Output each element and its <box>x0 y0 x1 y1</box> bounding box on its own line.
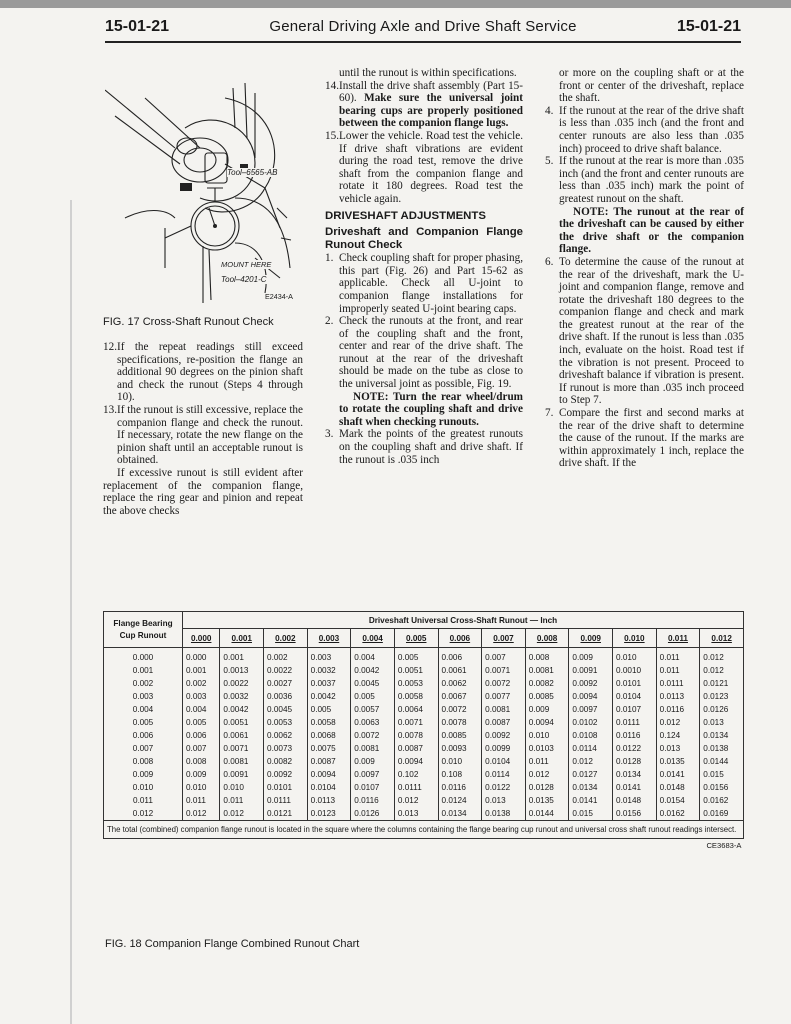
item-text-bold: Make sure the universal joint bearing cups are properly positioned between the companion flange lugs. <box>339 92 523 130</box>
column-header: 0.010 <box>613 629 657 648</box>
table-cell: 0.0144 <box>700 755 744 768</box>
table-cell: 0.004 <box>351 648 395 665</box>
table-cell: 0.0113 <box>307 794 351 807</box>
table-cell: 0.0062 <box>264 729 308 742</box>
table-cell: 0.0116 <box>351 794 395 807</box>
row-label: 0.004 <box>104 703 183 716</box>
table-cell: 0.012 <box>394 794 438 807</box>
table-cell: 0.002 <box>264 648 308 665</box>
subsection-heading: Driveshaft and Companion Flange Runout Check <box>325 226 523 252</box>
item-number: 1. <box>325 252 334 265</box>
item-number: 4. <box>545 104 554 117</box>
table-cell: 0.009 <box>525 703 569 716</box>
table-cell: 0.0107 <box>613 703 657 716</box>
table-cell: 0.0114 <box>482 768 526 781</box>
table-cell: 0.013 <box>700 716 744 729</box>
table-cell: 0.0075 <box>307 742 351 755</box>
table-row <box>104 648 744 665</box>
table-cell: 0.0093 <box>438 742 482 755</box>
section-heading: DRIVESHAFT ADJUSTMENTS <box>325 209 486 222</box>
chart-code: CE3683-A <box>706 841 742 850</box>
table-cell: 0.0103 <box>525 742 569 755</box>
row-label: 0.001 <box>104 664 183 677</box>
table-cell: 0.0078 <box>438 716 482 729</box>
table-cell: 0.011 <box>220 794 264 807</box>
table-cell: 0.006 <box>183 729 220 742</box>
table-cell: 0.013 <box>394 807 438 821</box>
table-cell: 0.0104 <box>613 690 657 703</box>
table-cell: 0.0010 <box>613 664 657 677</box>
table-cell: 0.0081 <box>482 703 526 716</box>
table-cell: 0.0073 <box>264 742 308 755</box>
table-row <box>104 781 744 794</box>
table-cell: 0.0058 <box>394 690 438 703</box>
tool-label-6565: Tool–6565-AB <box>227 168 278 177</box>
table-cell: 0.0042 <box>220 703 264 716</box>
list-item <box>545 407 744 470</box>
row-label: 0.000 <box>104 648 183 665</box>
table-cell: 0.0141 <box>569 794 613 807</box>
table-cell: 0.0061 <box>220 729 264 742</box>
row-label: 0.012 <box>104 807 183 821</box>
table-cell: 0.0068 <box>307 729 351 742</box>
list-item <box>325 315 523 391</box>
list-item <box>325 130 523 206</box>
column-header: 0.000 <box>183 629 220 648</box>
table-cell: 0.0064 <box>394 703 438 716</box>
table-cell: 0.0063 <box>351 716 395 729</box>
table-cell: 0.0092 <box>264 768 308 781</box>
row-header: Flange Bearing Cup Runout <box>104 612 183 648</box>
table-cell: 0.0116 <box>438 781 482 794</box>
table-cell: 0.010 <box>220 781 264 794</box>
runout-chart <box>103 611 744 857</box>
table-cell: 0.0144 <box>525 807 569 821</box>
column-header-row <box>104 629 744 648</box>
table-cell: 0.0127 <box>569 768 613 781</box>
item-text: Lower the vehicle. Road test the vehicle. If drive shaft vibrations are evident during the road test, remove the drive shaft from the companion flange and rotate it 180 degrees. Road test the vehicle again. <box>339 129 523 205</box>
table-cell: 0.0087 <box>394 742 438 755</box>
table-cell: 0.0122 <box>482 781 526 794</box>
table-cell: 0.0091 <box>220 768 264 781</box>
table-cell: 0.0113 <box>656 690 700 703</box>
table-cell: 0.003 <box>183 690 220 703</box>
table-cell: 0.0138 <box>700 742 744 755</box>
table-cell: 0.002 <box>183 677 220 690</box>
table-cell: 0.0067 <box>438 690 482 703</box>
table-cell: 0.010 <box>438 755 482 768</box>
table-cell: 0.010 <box>183 781 220 794</box>
item-text: Check the runouts at the front, and rear of the coupling shaft and the front, center and rear of the drive shaft. The runout at the rear of the driveshaft should be made on the tube as close to the universal joint as possible, Fig. 19. <box>339 315 523 391</box>
text-column-1 <box>103 341 303 517</box>
table-cell: 0.0058 <box>307 716 351 729</box>
table-cell: 0.0114 <box>569 742 613 755</box>
row-label: 0.011 <box>104 794 183 807</box>
table-row <box>104 794 744 807</box>
table-cell: 0.0116 <box>613 729 657 742</box>
table-cell: 0.0077 <box>482 690 526 703</box>
row-label: 0.008 <box>104 755 183 768</box>
table-cell: 0.0094 <box>307 768 351 781</box>
section-title: General Driving Axle and Drive Shaft Service <box>269 18 577 35</box>
table-cell: 0.0135 <box>525 794 569 807</box>
table-cell: 0.0111 <box>394 781 438 794</box>
column-header: 0.003 <box>307 629 351 648</box>
row-label: 0.007 <box>104 742 183 755</box>
table-cell: 0.0128 <box>525 781 569 794</box>
table-cell: 0.0072 <box>482 677 526 690</box>
paragraph: If excessive runout is still evident after replacement of the companion flange, replace the ring gear and pinion and repeat the above checks <box>103 466 303 517</box>
table-cell: 0.124 <box>656 729 700 742</box>
table-cell: 0.102 <box>394 768 438 781</box>
table-cell: 0.0094 <box>569 690 613 703</box>
table-cell: 0.0134 <box>700 729 744 742</box>
table-cell: 0.0078 <box>394 729 438 742</box>
table-cell: 0.0156 <box>613 807 657 821</box>
table-cell: 0.005 <box>351 690 395 703</box>
table-cell: 0.0121 <box>264 807 308 821</box>
table-row <box>104 807 744 821</box>
table-cell: 0.0081 <box>220 755 264 768</box>
table-cell: 0.008 <box>525 648 569 665</box>
chart-note: The total (combined) companion flange runout is located in the square where the columns containing the flange bearing cup runout and universal cross shaft runout readings intersect. <box>104 821 744 839</box>
list-item <box>545 155 744 205</box>
table-cell: 0.0057 <box>351 703 395 716</box>
table-cell: 0.011 <box>656 648 700 665</box>
column-header: 0.007 <box>482 629 526 648</box>
scan-margin-line <box>70 200 72 1024</box>
text-column-2 <box>325 67 523 466</box>
table-cell: 0.007 <box>183 742 220 755</box>
table-row <box>104 664 744 677</box>
table-cell: 0.0111 <box>656 677 700 690</box>
table-cell: 0.0081 <box>351 742 395 755</box>
item-number: 5. <box>545 155 554 168</box>
list-item <box>103 404 303 467</box>
table-cell: 0.004 <box>183 703 220 716</box>
table-cell: 0.0087 <box>307 755 351 768</box>
figure-code: E2434-A <box>265 292 293 301</box>
item-number: 15. <box>325 129 339 142</box>
table-cell: 0.0162 <box>700 794 744 807</box>
list-item <box>545 105 744 155</box>
table-cell: 0.012 <box>700 664 744 677</box>
table-cell: 0.0126 <box>351 807 395 821</box>
table-cell: 0.012 <box>525 768 569 781</box>
table-cell: 0.0148 <box>656 781 700 794</box>
table-cell: 0.010 <box>613 648 657 665</box>
item-number: 2. <box>325 315 334 328</box>
table-cell: 0.0071 <box>394 716 438 729</box>
text-column-3 <box>545 67 744 470</box>
item-text: If the runout at the rear of the drive shaft is less than .035 inch (and the front and center runouts are also less than .035 inch) proceed to drive shaft balance. <box>559 104 744 155</box>
table-cell: 0.0111 <box>264 794 308 807</box>
table-cell: 0.0122 <box>613 742 657 755</box>
table-cell: 0.0037 <box>307 677 351 690</box>
item-text: If the repeat readings still exceed specifications, re-position the flange an additional 90 degrees on the pinion shaft and check the runout (Steps 4 through 10). <box>117 341 303 404</box>
table-cell: 0.0036 <box>264 690 308 703</box>
table-cell: 0.0102 <box>569 716 613 729</box>
table-cell: 0.0141 <box>613 781 657 794</box>
table-cell: 0.0169 <box>700 807 744 821</box>
paragraph: until the runout is within specifications. <box>339 67 517 79</box>
table-cell: 0.011 <box>656 664 700 677</box>
table-cell: 0.015 <box>569 807 613 821</box>
item-text: Install the drive shaft assembly (Part 15-60). <box>339 79 523 105</box>
table-cell: 0.0051 <box>220 716 264 729</box>
table-cell: 0.0013 <box>220 664 264 677</box>
column-header: 0.008 <box>525 629 569 648</box>
paragraph: or more on the coupling shaft or at the front or center of the driveshaft, replace the shaft. <box>559 67 744 105</box>
mount-here-label: MOUNT HERE <box>221 260 272 269</box>
column-header: 0.005 <box>394 629 438 648</box>
table-cell: 0.0085 <box>438 729 482 742</box>
table-cell: 0.0101 <box>264 781 308 794</box>
figure-17-illustration <box>105 68 305 308</box>
table-cell: 0.0042 <box>351 664 395 677</box>
table-cell: 0.0104 <box>307 781 351 794</box>
column-header: 0.012 <box>700 629 744 648</box>
table-cell: 0.0081 <box>525 664 569 677</box>
table-cell: 0.009 <box>569 648 613 665</box>
table-cell: 0.0107 <box>351 781 395 794</box>
table-cell: 0.0162 <box>656 807 700 821</box>
table-cell: 0.0032 <box>307 664 351 677</box>
list-item <box>103 341 303 404</box>
page-number-left: 15-01-21 <box>105 18 170 35</box>
item-text: If the runout at the rear is more than .035 inch (and the front and center runouts are less than .035 inch) mark the point of greatest runout on the shaft. <box>559 155 744 205</box>
item-number: 12. <box>103 341 117 353</box>
table-cell: 0.0094 <box>525 716 569 729</box>
item-number: 14. <box>325 79 339 92</box>
figure-17-caption: FIG. 17 Cross-Shaft Runout Check <box>103 316 274 328</box>
item-number: 6. <box>545 255 554 268</box>
column-header: 0.004 <box>351 629 395 648</box>
table-cell: 0.006 <box>438 648 482 665</box>
item-text: If the runout is still excessive, replace the companion flange and check the runout. If necessary, rotate the new flange on the pinion shaft until an acceptable runout is obtained. <box>117 403 303 467</box>
table-cell: 0.012 <box>656 716 700 729</box>
table-cell: 0.0134 <box>613 768 657 781</box>
table-cell: 0.008 <box>183 755 220 768</box>
table-cell: 0.0138 <box>482 807 526 821</box>
table-cell: 0.0099 <box>482 742 526 755</box>
column-header: 0.009 <box>569 629 613 648</box>
table-cell: 0.009 <box>183 768 220 781</box>
table-cell: 0.0085 <box>525 690 569 703</box>
table-cell: 0.0082 <box>264 755 308 768</box>
column-header: 0.001 <box>220 629 264 648</box>
runout-table <box>103 611 744 852</box>
table-row <box>104 677 744 690</box>
item-text: Check coupling shaft for proper phasing, this part (Fig. 26) and Part 15-62 as applicable. Check all U-joint to companion flange installations for improperly seated U-joint bearing caps. <box>339 252 523 315</box>
table-cell: 0.0061 <box>438 664 482 677</box>
table-cell: 0.0097 <box>569 703 613 716</box>
table-cell: 0.012 <box>700 648 744 665</box>
table-cell: 0.0156 <box>700 781 744 794</box>
list-item <box>325 428 523 466</box>
row-label: 0.006 <box>104 729 183 742</box>
item-number: 13. <box>103 403 117 416</box>
table-cell: 0.012 <box>220 807 264 821</box>
item-text: Compare the first and second marks at the rear of the drive shaft to determine the cause of the runout. If the marks are within approximately 1 inch, replace the drive shaft. If the <box>559 407 744 470</box>
table-cell: 0.0045 <box>264 703 308 716</box>
row-label: 0.010 <box>104 781 183 794</box>
table-cell: 0.108 <box>438 768 482 781</box>
table-cell: 0.0053 <box>264 716 308 729</box>
table-row <box>104 716 744 729</box>
table-cell: 0.0134 <box>438 807 482 821</box>
table-cell: 0.011 <box>183 794 220 807</box>
top-scan-bar <box>0 0 791 8</box>
table-cell: 0.0042 <box>307 690 351 703</box>
table-cell: 0.012 <box>569 755 613 768</box>
table-cell: 0.000 <box>183 648 220 665</box>
table-cell: 0.015 <box>700 768 744 781</box>
table-row <box>104 742 744 755</box>
table-cell: 0.0022 <box>220 677 264 690</box>
page-number-right: 15-01-21 <box>676 18 741 35</box>
table-cell: 0.007 <box>482 648 526 665</box>
table-cell: 0.001 <box>220 648 264 665</box>
row-label: 0.009 <box>104 768 183 781</box>
table-cell: 0.0022 <box>264 664 308 677</box>
item-number: 7. <box>545 407 554 420</box>
table-cell: 0.0027 <box>264 677 308 690</box>
table-cell: 0.013 <box>656 742 700 755</box>
table-cell: 0.0154 <box>656 794 700 807</box>
table-cell: 0.0135 <box>656 755 700 768</box>
dial-indicator-drawing <box>105 68 305 308</box>
table-cell: 0.0045 <box>351 677 395 690</box>
table-body <box>104 648 744 821</box>
table-cell: 0.005 <box>183 716 220 729</box>
header-rule <box>105 41 741 43</box>
table-cell: 0.0097 <box>351 768 395 781</box>
table-cell: 0.0128 <box>613 755 657 768</box>
table-cell: 0.001 <box>183 664 220 677</box>
table-cell: 0.0051 <box>394 664 438 677</box>
table-cell: 0.0123 <box>307 807 351 821</box>
row-label: 0.005 <box>104 716 183 729</box>
row-label: 0.003 <box>104 690 183 703</box>
table-cell: 0.0111 <box>613 716 657 729</box>
row-label: 0.002 <box>104 677 183 690</box>
table-cell: 0.0123 <box>700 690 744 703</box>
table-cell: 0.005 <box>307 703 351 716</box>
table-cell: 0.0104 <box>482 755 526 768</box>
table-cell: 0.0148 <box>613 794 657 807</box>
table-cell: 0.0072 <box>438 703 482 716</box>
table-cell: 0.010 <box>525 729 569 742</box>
list-item <box>545 256 744 407</box>
table-row <box>104 690 744 703</box>
list-item <box>325 252 523 315</box>
table-cell: 0.0141 <box>656 768 700 781</box>
table-cell: 0.0124 <box>438 794 482 807</box>
list-item <box>325 80 523 130</box>
chart-title: Driveshaft Universal Cross-Shaft Runout — Inch <box>183 612 744 629</box>
table-cell: 0.0116 <box>656 703 700 716</box>
table-cell: 0.012 <box>183 807 220 821</box>
table-cell: 0.0087 <box>482 716 526 729</box>
tool-label-4201: Tool–4201-C <box>221 275 267 284</box>
table-cell: 0.0101 <box>613 677 657 690</box>
table-cell: 0.0072 <box>351 729 395 742</box>
table-cell: 0.013 <box>482 794 526 807</box>
table-row <box>104 768 744 781</box>
table-cell: 0.0071 <box>220 742 264 755</box>
table-cell: 0.0092 <box>482 729 526 742</box>
table-cell: 0.0032 <box>220 690 264 703</box>
table-cell: 0.009 <box>351 755 395 768</box>
table-cell: 0.0053 <box>394 677 438 690</box>
table-cell: 0.003 <box>307 648 351 665</box>
table-row <box>104 755 744 768</box>
item-number: 3. <box>325 428 334 441</box>
table-cell: 0.0082 <box>525 677 569 690</box>
table-cell: 0.0134 <box>569 781 613 794</box>
column-header: 0.002 <box>264 629 308 648</box>
table-row <box>104 729 744 742</box>
table-cell: 0.0121 <box>700 677 744 690</box>
column-header: 0.006 <box>438 629 482 648</box>
table-cell: 0.0094 <box>394 755 438 768</box>
table-cell: 0.0108 <box>569 729 613 742</box>
note: NOTE: The runout at the rear of the driveshaft can be caused by either the drive shaft or the companion flange. <box>559 205 744 256</box>
item-text: Mark the points of the greatest runouts on the coupling shaft and drive shaft. If the runout is .035 inch <box>339 428 523 466</box>
table-cell: 0.005 <box>394 648 438 665</box>
table-cell: 0.0071 <box>482 664 526 677</box>
column-header: 0.011 <box>656 629 700 648</box>
figure-18-caption: FIG. 18 Companion Flange Combined Runout Chart <box>105 938 360 950</box>
item-text: To determine the cause of the runout at the rear of the driveshaft, mark the U-joint and companion flange, remove and rotate the driveshaft 180 degrees to the companion flange and check and mark the greatest runout at the rear of the drive shaft. If the runout is less than .035 inch, evaluate on the hoist. Road test if the vibration is not present. Proceed to driveshaft balance if vibration is present. If runout is more than .035 inch proceed to Step 7. <box>559 255 744 407</box>
table-cell: 0.0062 <box>438 677 482 690</box>
table-cell: 0.011 <box>525 755 569 768</box>
table-cell: 0.0126 <box>700 703 744 716</box>
table-row <box>104 703 744 716</box>
table-cell: 0.0092 <box>569 677 613 690</box>
note: NOTE: Turn the rear wheel/drum to rotate the coupling shaft and drive shaft when checking runouts. <box>339 390 523 428</box>
table-cell: 0.0091 <box>569 664 613 677</box>
